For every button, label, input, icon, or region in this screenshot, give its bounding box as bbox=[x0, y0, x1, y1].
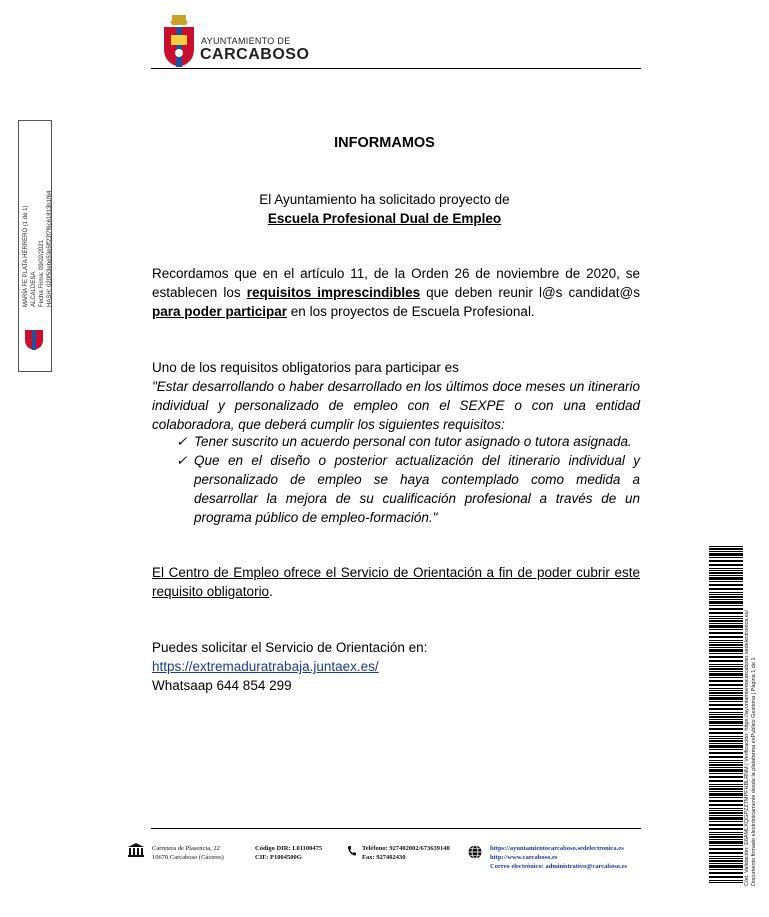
barcode-bar bbox=[709, 719, 743, 720]
whatsapp-contact: Whatsaap 644 854 299 bbox=[152, 678, 292, 693]
address-line: Carretera de Plasencia, 22 bbox=[152, 845, 220, 852]
barcode-bar bbox=[709, 647, 743, 648]
orientation-link[interactable]: https://extremaduratrabaja.juntaex.es/ bbox=[152, 659, 379, 674]
checkmark-icon: ✓ bbox=[176, 453, 188, 468]
footer-address bbox=[152, 844, 224, 862]
sede-link[interactable]: https://ayuntamientocarcaboso.sedelectronica.es bbox=[490, 845, 624, 852]
barcode-bar bbox=[709, 824, 743, 826]
barcode-bar bbox=[709, 664, 743, 665]
barcode-bar bbox=[709, 671, 743, 672]
barcode-bar bbox=[709, 673, 743, 676]
barcode-bar bbox=[709, 728, 743, 730]
barcode-bar bbox=[709, 788, 743, 790]
barcode-bar bbox=[709, 869, 743, 870]
barcode-bar bbox=[709, 800, 743, 802]
fax-number: Fax: 927402430 bbox=[362, 854, 406, 861]
document-title: INFORMAMOS bbox=[334, 135, 435, 151]
paragraph-employment-center bbox=[152, 563, 640, 601]
barcode-bar bbox=[709, 721, 743, 724]
barcode-bar bbox=[709, 764, 743, 766]
barcode-bar bbox=[709, 666, 743, 667]
footer-web bbox=[490, 844, 627, 871]
barcode-bar bbox=[709, 732, 743, 734]
barcode-bar bbox=[709, 680, 743, 682]
building-icon bbox=[128, 843, 144, 857]
barcode-bar bbox=[709, 592, 743, 593]
barcode-bar bbox=[709, 668, 743, 670]
barcode-bar bbox=[709, 762, 743, 763]
barcode-bar bbox=[709, 876, 743, 878]
barcode-bar bbox=[709, 697, 743, 700]
barcode-bar bbox=[709, 828, 743, 830]
barcode-bar bbox=[709, 845, 743, 846]
signer-name: MARÍA FE PLATA HERRERO (1 de 1) bbox=[23, 205, 29, 307]
barcode-bar bbox=[709, 834, 743, 835]
barcode-bar bbox=[709, 599, 743, 600]
header-divider bbox=[151, 68, 641, 69]
barcode-bar bbox=[709, 553, 743, 556]
project-name: Escuela Profesional Dual de Empleo bbox=[267, 211, 502, 226]
barcode-bar bbox=[709, 760, 743, 761]
barcode-bar bbox=[709, 623, 743, 624]
checklist-item bbox=[176, 432, 640, 451]
barcode-bar bbox=[709, 560, 743, 562]
barcode-bar bbox=[709, 841, 743, 844]
barcode-bar bbox=[709, 632, 743, 634]
barcode-bar bbox=[709, 640, 743, 641]
paragraph-requirements bbox=[152, 264, 640, 321]
footer-phones bbox=[362, 844, 450, 862]
barcode-bar bbox=[709, 660, 743, 662]
barcode-bar bbox=[709, 736, 743, 737]
barcode-bar bbox=[709, 596, 743, 598]
barcode-bar bbox=[709, 642, 743, 643]
barcode-bar bbox=[709, 804, 743, 806]
barcode-bar bbox=[709, 812, 743, 814]
barcode-bar bbox=[709, 584, 743, 586]
barcode-bar bbox=[709, 656, 743, 658]
barcode-bar bbox=[709, 692, 743, 694]
p4-text: El Centro de Empleo ofrece el Servicio de Orientación a fin de poder cubrir este requisito obligatorio bbox=[152, 565, 640, 599]
barcode-bar bbox=[709, 594, 743, 595]
checklist-item bbox=[176, 451, 640, 527]
phone-icon bbox=[348, 846, 356, 856]
p2-text-c: que deben reunir l@s candidat@s bbox=[420, 285, 640, 300]
barcode-bar bbox=[709, 860, 743, 862]
barcode-bar bbox=[709, 695, 743, 696]
footer-codes bbox=[255, 844, 322, 862]
barcode-bar bbox=[709, 677, 743, 678]
barcode-bar bbox=[709, 701, 743, 702]
barcode-bar bbox=[709, 743, 743, 744]
validation-note: Documento firmado electrónicamente desde la plataforma esPublico Gestiona | Página 1 de 1 bbox=[751, 657, 757, 886]
barcode-bar bbox=[709, 767, 743, 768]
barcode-bar bbox=[709, 557, 743, 558]
barcode-bar bbox=[709, 564, 743, 566]
barcode-bar bbox=[709, 776, 743, 778]
checklist-text: Que en el diseño o posterior actualización del itinerario individual y personalizado de empleo se haya contemplado como medida a desarrollar la mejora de su cualificación profesional a través de un programa público de empleo-formación." bbox=[194, 453, 640, 525]
barcode-bar bbox=[709, 690, 743, 691]
barcode-bar bbox=[709, 548, 743, 550]
org-name: CARCABOSO bbox=[200, 46, 310, 63]
barcode-bar bbox=[709, 821, 743, 822]
barcode-bar bbox=[709, 756, 743, 758]
barcode-bar bbox=[709, 880, 743, 881]
quoted-requirement: "Estar desarrollando o haber desarrollado en los últimos doce meses un itinerario individual y personalizado de empleo con el SEXPE o con una entidad colaboradora, que deberá cumplir los siguientes requisitos: bbox=[152, 379, 640, 432]
barcode-bar bbox=[709, 575, 743, 576]
barcode-bar bbox=[709, 791, 743, 792]
barcode-bar bbox=[709, 832, 743, 833]
barcode-bar bbox=[709, 704, 743, 706]
paragraph-mandatory: Uno de los requisitos obligatorios para participar es bbox=[152, 360, 459, 375]
barcode-bar bbox=[709, 636, 743, 638]
barcode-bar bbox=[709, 852, 743, 854]
barcode-bar bbox=[709, 572, 743, 574]
signature-hash: HASH: 020f53ebe53e5ff23f7f6c61813b1f64 bbox=[47, 190, 53, 307]
barcode-bar bbox=[709, 863, 743, 864]
cif-code: CIF: P1004500G bbox=[255, 854, 302, 861]
paragraph-request: Puedes solicitar el Servicio de Orientación en: bbox=[152, 640, 428, 655]
validation-caption bbox=[744, 610, 758, 886]
barcode-bar bbox=[709, 836, 743, 838]
email-link[interactable]: Correo electrónico: administrativo@carcaboso.es bbox=[490, 863, 628, 870]
barcode-bar bbox=[709, 714, 743, 715]
barcode-bar bbox=[709, 605, 743, 606]
barcode-bar bbox=[709, 649, 743, 652]
barcode-bar bbox=[709, 712, 743, 713]
p2-text-e: en los proyectos de Escuela Profesional. bbox=[287, 304, 535, 319]
validation-code: Cód. Validación: E6AMLXQGPZZ7MPFHBLRNM | Verificación: https://ayuntamientocarcaboso.sedelectronica.es/ bbox=[744, 609, 750, 886]
barcode bbox=[709, 546, 743, 886]
barcode-bar bbox=[709, 644, 743, 646]
footer-divider bbox=[151, 828, 641, 829]
barcode-bar bbox=[709, 865, 743, 868]
barcode-bar bbox=[709, 882, 743, 883]
barcode-bar bbox=[709, 653, 743, 654]
phone-number: Teléfono: 927402002/673639140 bbox=[362, 845, 450, 852]
barcode-bar bbox=[709, 856, 743, 857]
intro-line: El Ayuntamiento ha solicitado proyecto de bbox=[259, 192, 510, 207]
barcode-bar bbox=[709, 629, 743, 630]
barcode-bar bbox=[709, 570, 743, 571]
barcode-bar bbox=[709, 612, 743, 614]
p2-emphasis-requirements: requisitos imprescindibles bbox=[246, 285, 421, 300]
barcode-bar bbox=[709, 780, 743, 782]
barcode-bar bbox=[709, 568, 743, 569]
barcode-bar bbox=[709, 551, 743, 552]
barcode-bar bbox=[709, 810, 743, 811]
barcode-bar bbox=[709, 581, 743, 582]
signature-date: Fecha Firma: 09/02/2021 bbox=[39, 239, 45, 307]
barcode-bar bbox=[709, 618, 743, 619]
p2-emphasis-participate: para poder participar bbox=[152, 304, 288, 319]
barcode-bar bbox=[709, 688, 743, 689]
barcode-bar bbox=[709, 546, 743, 547]
barcode-bar bbox=[709, 786, 743, 787]
checkmark-icon: ✓ bbox=[176, 434, 188, 449]
barcode-bar bbox=[709, 752, 743, 754]
barcode-bar bbox=[709, 620, 743, 622]
barcode-bar bbox=[709, 588, 743, 590]
barcode-bar bbox=[709, 815, 743, 816]
barcode-bar bbox=[709, 740, 743, 742]
barcode-bar bbox=[709, 784, 743, 785]
seal-icon bbox=[22, 328, 46, 350]
barcode-bar bbox=[709, 577, 743, 580]
globe-icon bbox=[468, 845, 482, 859]
barcode-bar bbox=[709, 725, 743, 726]
website-link[interactable]: http://www.carcaboso.es bbox=[490, 854, 558, 861]
barcode-bar bbox=[709, 817, 743, 820]
org-subtitle: AYUNTAMIENTO DE bbox=[201, 36, 291, 46]
barcode-bar bbox=[709, 749, 743, 750]
barcode-bar bbox=[709, 797, 743, 798]
barcode-bar bbox=[709, 808, 743, 809]
barcode-bar bbox=[709, 608, 743, 610]
checklist-text: Tener suscrito un acuerdo personal con tutor asignado o tutora asignada. bbox=[194, 434, 632, 449]
barcode-bar bbox=[709, 769, 743, 772]
p4-end: . bbox=[269, 584, 273, 599]
barcode-bar bbox=[709, 773, 743, 774]
coat-of-arms-logo bbox=[162, 15, 196, 67]
barcode-bar bbox=[709, 708, 743, 710]
signer-role: ALCALDESA bbox=[31, 271, 37, 307]
barcode-bar bbox=[709, 738, 743, 739]
address-city: 10670 Carcaboso (Cáceres) bbox=[152, 854, 224, 861]
barcode-bar bbox=[709, 872, 743, 874]
barcode-bar bbox=[709, 745, 743, 748]
p2-text-a: Recordamos que en el artículo 11, de la Orden 26 de noviembre de 2020, se establecen los bbox=[152, 266, 640, 300]
barcode-bar bbox=[709, 793, 743, 796]
barcode-bar bbox=[709, 839, 743, 840]
dir-code: Código DIR: L01100475 bbox=[255, 845, 323, 852]
barcode-bar bbox=[709, 625, 743, 628]
barcode-bar bbox=[709, 848, 743, 850]
barcode-bar bbox=[709, 684, 743, 686]
barcode-bar bbox=[709, 616, 743, 617]
barcode-bar bbox=[709, 601, 743, 604]
barcode-bar bbox=[709, 858, 743, 859]
barcode-bar bbox=[709, 716, 743, 718]
